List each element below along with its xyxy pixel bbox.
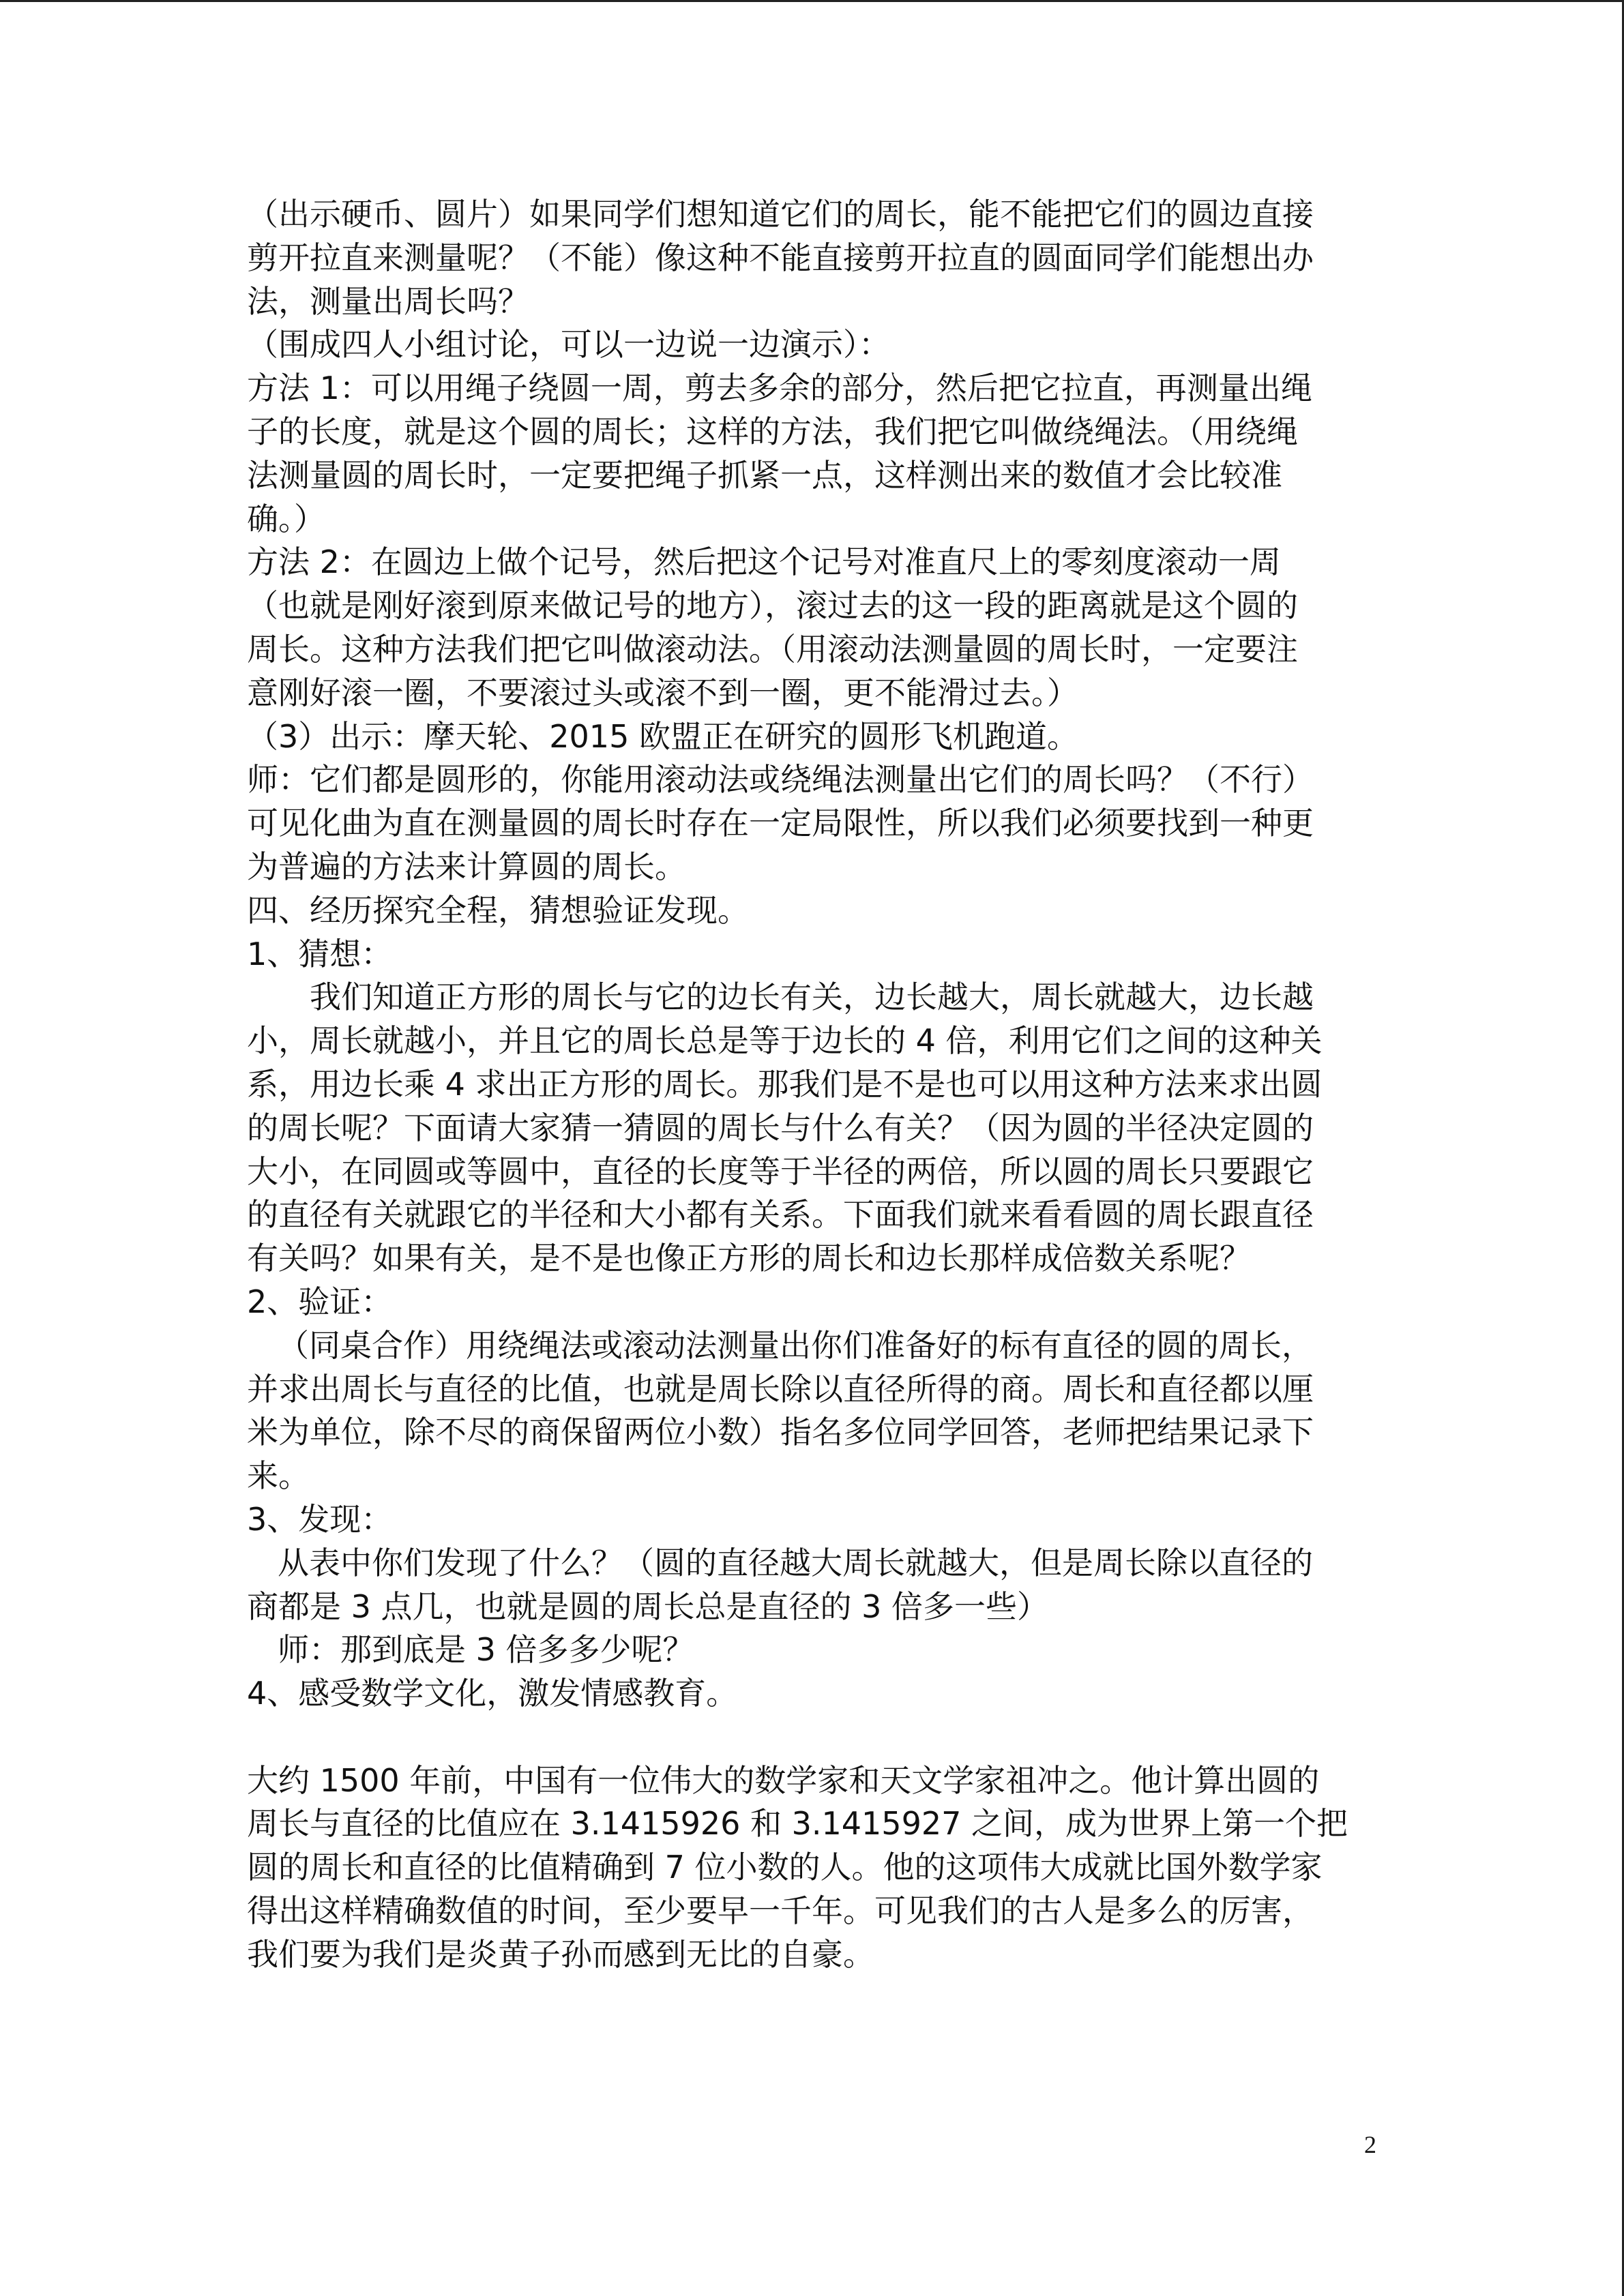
- body-text: [247, 193, 1379, 1977]
- text-line: （出示硬币、圆片）如果同学们想知道它们的周长，能不能把它们的圆边直接: [247, 196, 1314, 233]
- text-line: （围成四人小组讨论，可以一边说一边演示）：: [247, 326, 890, 363]
- text-line: 法，测量出周长吗？: [247, 282, 529, 320]
- text-line: 系，用边长乘 4 求出正方形的周长。那我们是不是也可以用这种方法来求出圆: [247, 1065, 1323, 1103]
- subsection-heading: 1、猜想：: [247, 935, 393, 972]
- text-line: 确。）: [247, 500, 325, 537]
- text-line: 剪开拉直来测量呢？（不能）像这种不能直接剪开拉直的圆面同学们能想出办: [247, 239, 1314, 276]
- text-line: 我们知道正方形的周长与它的边长有关，边长越大，周长就越大，边长越: [310, 979, 1314, 1016]
- subsection-heading: 3、发现：: [247, 1500, 393, 1538]
- text-line: 大约 1500 年前，中国有一位伟大的数学家和天文学家祖冲之。他计算出圆的: [247, 1761, 1320, 1799]
- text-line: 师：那到底是 3 倍多多少呢？: [278, 1631, 694, 1669]
- blank-line: [247, 1716, 1379, 1759]
- subsection-heading: 4、感受数学文化，激发情感教育。: [247, 1675, 738, 1712]
- text-line: 方法 2：在圆边上做个记号，然后把这个记号对准直尺上的零刻度滚动一周: [247, 543, 1281, 581]
- text-line: 大小，在同圆或等圆中，直径的长度等于半径的两倍，所以圆的周长只要跟它: [247, 1152, 1314, 1190]
- text-line: 并求出周长与直径的比值，也就是周长除以直径所得的商。周长和直径都以厘: [247, 1370, 1314, 1407]
- text-line: 子的长度，就是这个圆的周长；这样的方法，我们把它叫做绕绳法。（用绕绳: [247, 413, 1298, 450]
- text-line: 意刚好滚一圈，不要滚过头或滚不到一圈，更不能滑过去。）: [247, 674, 1078, 711]
- subsection-heading: 2、验证：: [247, 1283, 393, 1320]
- text-line: 我们要为我们是炎黄子孙而感到无比的自豪。: [247, 1935, 874, 1973]
- text-line: 商都是 3 点几，也就是圆的周长总是直径的 3 倍多一些）: [247, 1587, 1049, 1625]
- text-line: 有关吗？如果有关，是不是也像正方形的周长和边长那样成倍数关系呢？: [247, 1240, 1251, 1277]
- text-line: 师：它们都是圆形的，你能用滚动法或绕绳法测量出它们的周长吗？（不行）: [247, 761, 1314, 799]
- text-line: 圆的周长和直径的比值精确到 7 位小数的人。他的这项伟大成就比国外数学家: [247, 1849, 1323, 1886]
- section-heading: 四、经历探究全程，猜想验证发现。: [247, 891, 749, 929]
- text-line: 的周长呢？下面请大家猜一猜圆的周长与什么有关？（因为圆的半径决定圆的: [247, 1109, 1314, 1146]
- text-line: 从表中你们发现了什么？（圆的直径越大周长就越大，但是周长除以直径的: [278, 1544, 1313, 1581]
- text-line: 小，周长就越小，并且它的周长总是等于边长的 4 倍，利用它们之间的这种关: [247, 1022, 1323, 1060]
- text-line: 的直径有关就跟它的半径和大小都有关系。下面我们就来看看圆的周长跟直径: [247, 1196, 1314, 1234]
- text-line: （同桌合作）用绕绳法或滚动法测量出你们准备好的标有直径的圆的周长，: [278, 1326, 1313, 1364]
- text-line: 得出这样精确数值的时间，至少要早一千年。可见我们的古人是多么的厉害，: [247, 1892, 1314, 1930]
- text-line: 方法 1：可以用绳子绕圆一周，剪去多余的部分，然后把它拉直，再测量出绳: [247, 370, 1312, 407]
- page-number: 2: [1364, 2131, 1376, 2158]
- page-border-top: [0, 0, 1624, 2]
- text-line: 米为单位，除不尽的商保留两位小数）指名多位同学回答，老师把结果记录下: [247, 1414, 1314, 1451]
- text-line: （3）出示：摩天轮、2015 欧盟正在研究的圆形飞机跑道。: [247, 717, 1078, 755]
- text-line: 法测量圆的周长时，一定要把绳子抓紧一点，这样测出来的数值才会比较准: [247, 456, 1282, 494]
- text-line: （也就是刚好滚到原来做记号的地方），滚过去的这一段的距离就是这个圆的: [247, 587, 1298, 625]
- text-line: 周长与直径的比值应在 3.1415926 和 3.1415927 之间，成为世界上第一个把: [247, 1805, 1348, 1843]
- text-line: 为普遍的方法来计算圆的周长。: [247, 848, 686, 885]
- text-line: 来。: [247, 1457, 310, 1495]
- text-line: 可见化曲为直在测量圆的周长时存在一定局限性，所以我们必须要找到一种更: [247, 805, 1314, 842]
- text-line: 周长。这种方法我们把它叫做滚动法。（用滚动法测量圆的周长时，一定要注: [247, 630, 1298, 668]
